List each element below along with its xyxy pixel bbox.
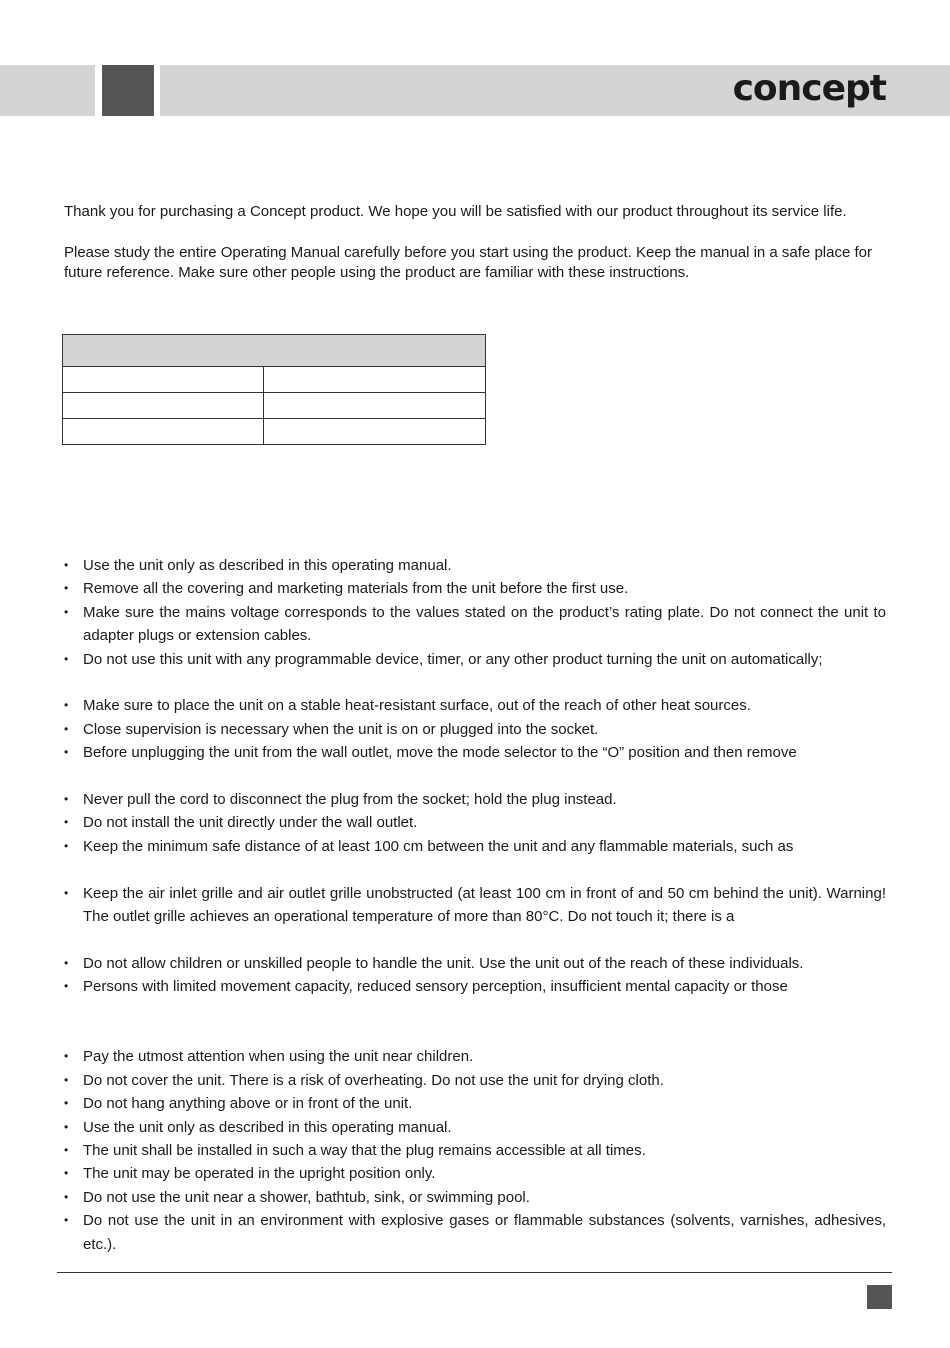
spec-table-row (63, 419, 486, 445)
header-section-block (102, 65, 154, 116)
list-gap (64, 765, 886, 788)
list-item: • The unit may be operated in the upright position only. (64, 1162, 886, 1185)
list-gap (64, 999, 886, 1046)
list-item: • Keep the air inlet grille and air outlet grille unobstructed (at least 100 cm in front of and 50 cm behind the unit). Warning! The outlet grille achieves an operational temperature of more than 80°C. Do not touch it; there is a (64, 882, 886, 929)
intro-paragraph-thanks: Thank you for purchasing a Concept product. We hope you will be satisfied with our product throughout its service life. (64, 203, 847, 220)
list-item: • Do not allow children or unskilled people to handle the unit. Use the unit out of the reach of these individuals. (64, 952, 886, 975)
list-item: • Persons with limited movement capacity, reduced sensory perception, insufficient mental capacity or those (64, 975, 886, 998)
list-item: • Do not use this unit with any programmable device, timer, or any other product turning the unit on automatically; (64, 648, 886, 671)
list-item: • Before unplugging the unit from the wall outlet, move the mode selector to the “O” position and then remove (64, 741, 886, 764)
list-item: • Close supervision is necessary when the unit is on or plugged into the socket. (64, 718, 886, 741)
spec-table-row (63, 393, 486, 419)
list-item: • Keep the minimum safe distance of at least 100 cm between the unit and any flammable materials, such as (64, 835, 886, 858)
spec-table-cell (264, 419, 486, 445)
spec-table-cell (264, 367, 486, 393)
list-item: • Do not cover the unit. There is a risk of overheating. Do not use the unit for drying cloth. (64, 1069, 886, 1092)
list-item: • Never pull the cord to disconnect the plug from the socket; hold the plug instead. (64, 788, 886, 811)
intro-paragraph-study-manual: Please study the entire Operating Manual carefully before you start using the product. Keep the manual in a safe place for future reference. Make sure other people using the product are familiar with these instructions. (64, 244, 872, 281)
brand-logo: concept (732, 68, 886, 109)
spec-table (62, 334, 486, 445)
list-item: • Use the unit only as described in this operating manual. (64, 1116, 886, 1139)
list-gap (64, 671, 886, 694)
list-item: • Pay the utmost attention when using the unit near children. (64, 1045, 886, 1068)
list-item: • Do not hang anything above or in front of the unit. (64, 1092, 886, 1115)
list-gap (64, 858, 886, 881)
list-item: • The unit shall be installed in such a way that the plug remains accessible at all times. (64, 1139, 886, 1162)
list-item: • Use the unit only as described in this operating manual. (64, 554, 886, 577)
spec-table-header-row (63, 335, 486, 367)
spec-table-cell (63, 419, 264, 445)
safety-instructions-list (64, 554, 886, 1256)
spec-table-cell (264, 393, 486, 419)
spec-table-cell (63, 393, 264, 419)
list-item: • Make sure to place the unit on a stable heat-resistant surface, out of the reach of other heat sources. (64, 694, 886, 717)
header-bar-left (0, 65, 95, 116)
list-item: • Do not install the unit directly under the wall outlet. (64, 811, 886, 834)
spec-table-cell (63, 367, 264, 393)
spec-table-header-cell (63, 335, 486, 367)
page-number-block (867, 1285, 892, 1309)
list-item: • Do not use the unit in an environment with explosive gases or flammable substances (solvents, varnishes, adhesives, etc.). (64, 1209, 886, 1256)
footer-divider (57, 1272, 892, 1273)
list-item: • Do not use the unit near a shower, bathtub, sink, or swimming pool. (64, 1186, 886, 1209)
list-gap (64, 928, 886, 951)
spec-table-row (63, 367, 486, 393)
list-item: • Make sure the mains voltage corresponds to the values stated on the product’s rating plate. Do not connect the unit to adapter plugs or extension cables. (64, 601, 886, 648)
list-item: • Remove all the covering and marketing materials from the unit before the first use. (64, 577, 886, 600)
